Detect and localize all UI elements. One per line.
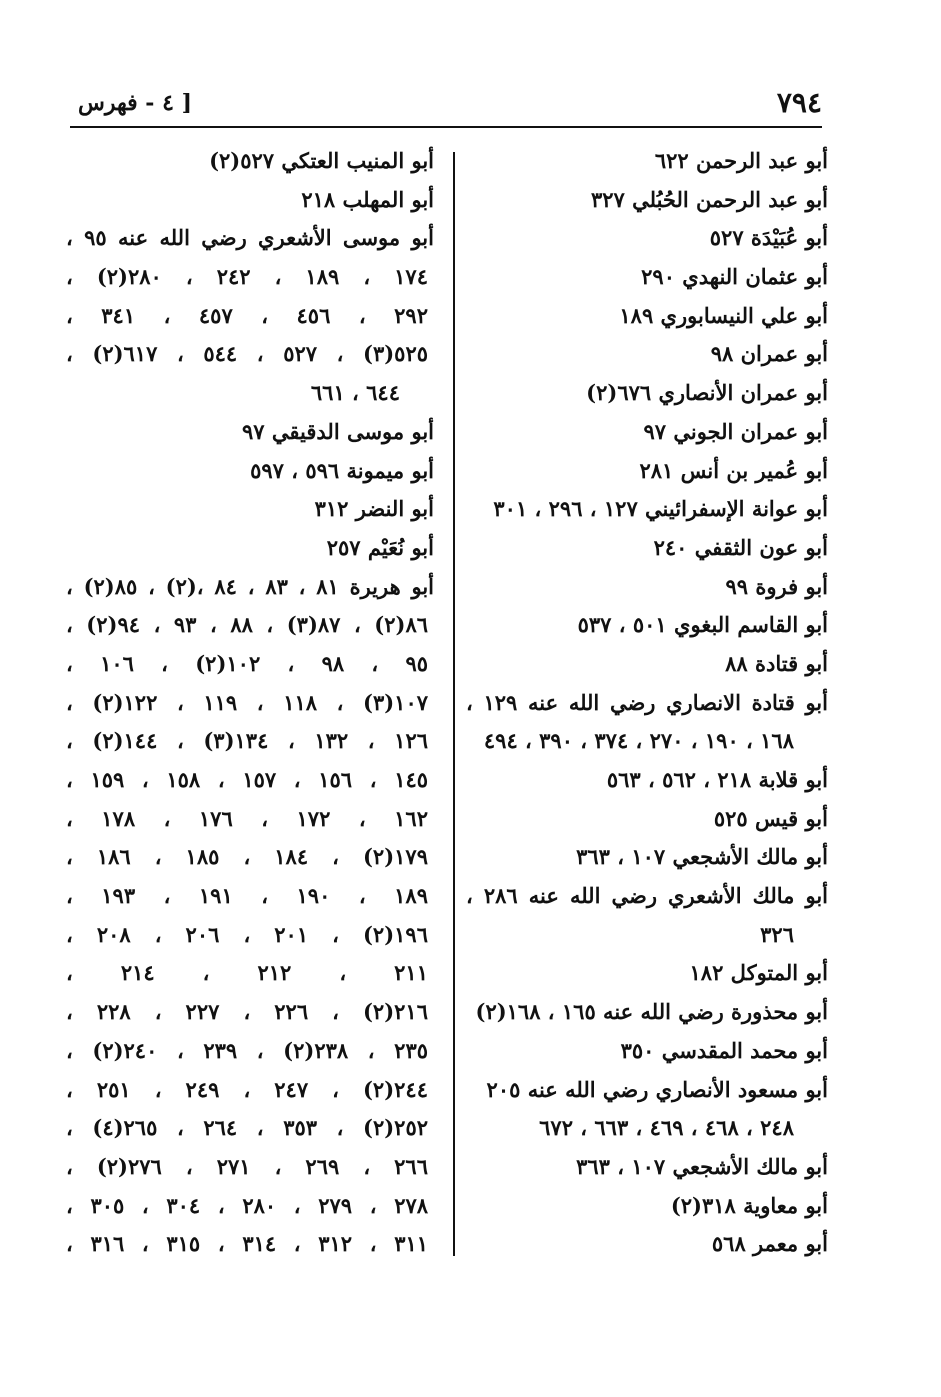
index-entry: أبو عمران الجوني ٩٧: [643, 418, 828, 444]
index-entry-continuation: ٢٤٤(٢) ، ٢٤٧ ، ٢٤٩ ، ٢٥١ ،: [66, 1076, 428, 1102]
header-rule: [70, 126, 822, 128]
index-entry: أبو مسعود الأنصاري رضي الله عنه ٢٠٥: [486, 1076, 828, 1102]
index-entry: أبو قلابة ٢١٨ ، ٥٦٢ ، ٥٦٣: [606, 767, 828, 792]
index-entry: أبو عون الثقفي ٢٤٠: [653, 534, 828, 560]
index-entry-continuation: ٣٢٦: [760, 921, 794, 947]
index-entry: أبو نُعَيْم ٢٥٧: [326, 534, 434, 560]
index-entry: أبو المنيب العتكي ٥٢٧(٢): [209, 148, 434, 173]
index-entry: أبو قتادة الانصاري رضي الله عنه ١٢٩ ،: [466, 689, 828, 715]
index-entry: أبو المتوكل ١٨٢: [689, 960, 828, 986]
index-entry: أبو عُمير بن أنس ٢٨١: [639, 457, 828, 483]
index-entry-continuation: ١٩٦(٢) ، ٢٠١ ، ٢٠٦ ، ٢٠٨ ،: [66, 921, 428, 947]
index-entry: أبو موسى الدقيقي ٩٧: [242, 418, 434, 444]
index-entry: أبو عمران ٩٨: [710, 341, 828, 367]
index-entry: أبو محمد المقدسي ٣٥٠: [620, 1037, 828, 1063]
index-entry-continuation: ١٦٨ ، ١٩٠ ، ٢٧٠ ، ٣٧٤ ، ٣٩٠ ، ٤٩٤: [483, 728, 794, 754]
index-entry: أبو عبد الرحمن ٦٢٢: [654, 148, 828, 173]
index-entry: أبو عبد الرحمن الحُبُلي ٣٢٧: [590, 186, 828, 212]
index-entry-continuation: ٣١١ ، ٣١٢ ، ٣١٤ ، ٣١٥ ، ٣١٦ ،: [66, 1231, 429, 1257]
index-entry-continuation: ٢١١ ، ٢١٢ ، ٢١٤ ،: [66, 960, 428, 986]
index-entry: أبو مالك الأشجعي ١٠٧ ، ٣٦٣: [576, 844, 828, 870]
index-entry-continuation: ٢٦٦ ، ٢٦٩ ، ٢٧١ ، ٢٧٦(٢) ،: [66, 1153, 428, 1179]
index-entry: أبو مالك الأشعري رضي الله عنه ٢٨٦ ،: [466, 883, 828, 909]
index-entry-continuation: ١٤٥ ، ١٥٦ ، ١٥٧ ، ١٥٨ ، ١٥٩ ،: [66, 767, 429, 792]
index-entry-continuation: ٢٩٢ ، ٤٥٦ ، ٤٥٧ ، ٣٤١ ،: [66, 302, 428, 328]
index-entry: أبو محذورة رضي الله عنه ١٦٥ ، ١٦٨(٢): [475, 999, 828, 1025]
index-entry-continuation: ١٧٩(٢) ، ١٨٤ ، ١٨٥ ، ١٨٦ ،: [66, 844, 428, 870]
index-entry-continuation: ٢٤٨ ، ٤٦٨ ، ٤٦٩ ، ٦٦٣ ، ٦٧٢: [539, 1115, 794, 1141]
index-entry: أبو القاسم البغوي ٥٠١ ، ٥٣٧: [577, 612, 828, 638]
index-entry: أبو قيس ٥٢٥: [713, 805, 828, 831]
index-entry: أبو هريرة ٨١ ، ٨٣ ، ٨٤ ،(٢) ، ٨٥(٢) ،: [66, 573, 434, 599]
index-entry-continuation: ٢٣٥ ، ٢٣٨(٢) ، ٢٣٩ ، ٢٤٠(٢) ،: [66, 1037, 429, 1063]
index-entry: أبو معاوية ٣١٨(٢): [670, 1192, 828, 1218]
index-entry-continuation: ١٦٢ ، ١٧٢ ، ١٧٦ ، ١٧٨ ،: [66, 805, 428, 831]
index-entry: أبو قتادة ٨٨: [725, 650, 828, 676]
index-column-left: [66, 142, 434, 1264]
index-entry: أبو ميمونة ٥٩٦ ، ٥٩٧: [250, 457, 434, 483]
index-entry: أبو عمران الأنصاري ٦٧٦(٢): [586, 380, 828, 406]
index-entry-continuation: ٢١٦(٢) ، ٢٢٦ ، ٢٢٧ ، ٢٢٨ ،: [66, 999, 428, 1025]
index-entry: أبو عثمان النهدي ٢٩٠: [641, 264, 828, 290]
index-entry: أبو مالك الأشجعي ١٠٧ ، ٣٦٣: [576, 1153, 828, 1179]
index-entry-continuation: ٦٤٤ ، ٦٦١: [310, 380, 400, 406]
index-entry-continuation: ٢٧٨ ، ٢٧٩ ، ٢٨٠ ، ٣٠٤ ، ٣٠٥ ،: [66, 1192, 429, 1218]
index-column-right: [466, 142, 828, 1264]
page-header: [70, 82, 822, 122]
index-entry: أبو المهلب ٢١٨: [301, 186, 434, 212]
index-entry: أبو موسى الأشعري رضي الله عنه ٩٥ ،: [66, 225, 434, 251]
index-entry: أبو فروة ٩٩: [725, 573, 828, 599]
column-divider: [453, 152, 455, 1256]
index-entry: أبو علي النيسابوري ١٨٩: [619, 302, 828, 328]
page-number: ٧٩٤: [776, 86, 822, 119]
running-title: [ ٤ - فهرس: [78, 90, 193, 116]
index-entry-continuation: ٢٥٢(٢) ، ٣٥٣ ، ٢٦٤ ، ٢٦٥(٤) ،: [66, 1115, 429, 1141]
index-entry-continuation: ١٠٧(٣) ، ١١٨ ، ١١٩ ، ١٢٢(٢) ،: [66, 689, 429, 715]
index-entry: أبو النضر ٣١٢: [314, 496, 434, 522]
index-entry-continuation: ١٢٦ ، ١٣٢ ، ١٣٤(٣) ، ١٤٤(٢) ،: [66, 728, 429, 754]
index-entry-continuation: ٥٢٥(٣) ، ٥٢٧ ، ٥٤٤ ، ٦١٧(٢) ،: [66, 341, 429, 367]
index-entry-continuation: ٨٦(٢) ، ٨٧(٣) ، ٨٨ ، ٩٣ ، ٩٤(٢) ،: [66, 612, 428, 638]
index-entry: أبو عُبَيْدَة ٥٢٧: [709, 225, 828, 251]
index-entry: أبو معمر ٥٦٨: [711, 1231, 828, 1257]
index-entry: أبو عوانة الإسفرائيني ١٢٧ ، ٢٩٦ ، ٣٠١: [493, 496, 828, 522]
index-entry-continuation: ١٨٩ ، ١٩٠ ، ١٩١ ، ١٩٣ ،: [66, 883, 428, 909]
index-entry-continuation: ١٧٤ ، ١٨٩ ، ٢٤٢ ، ٢٨٠(٢) ،: [66, 264, 428, 290]
index-entry-continuation: ٩٥ ، ٩٨ ، ١٠٢(٢) ، ١٠٦ ،: [66, 650, 429, 676]
